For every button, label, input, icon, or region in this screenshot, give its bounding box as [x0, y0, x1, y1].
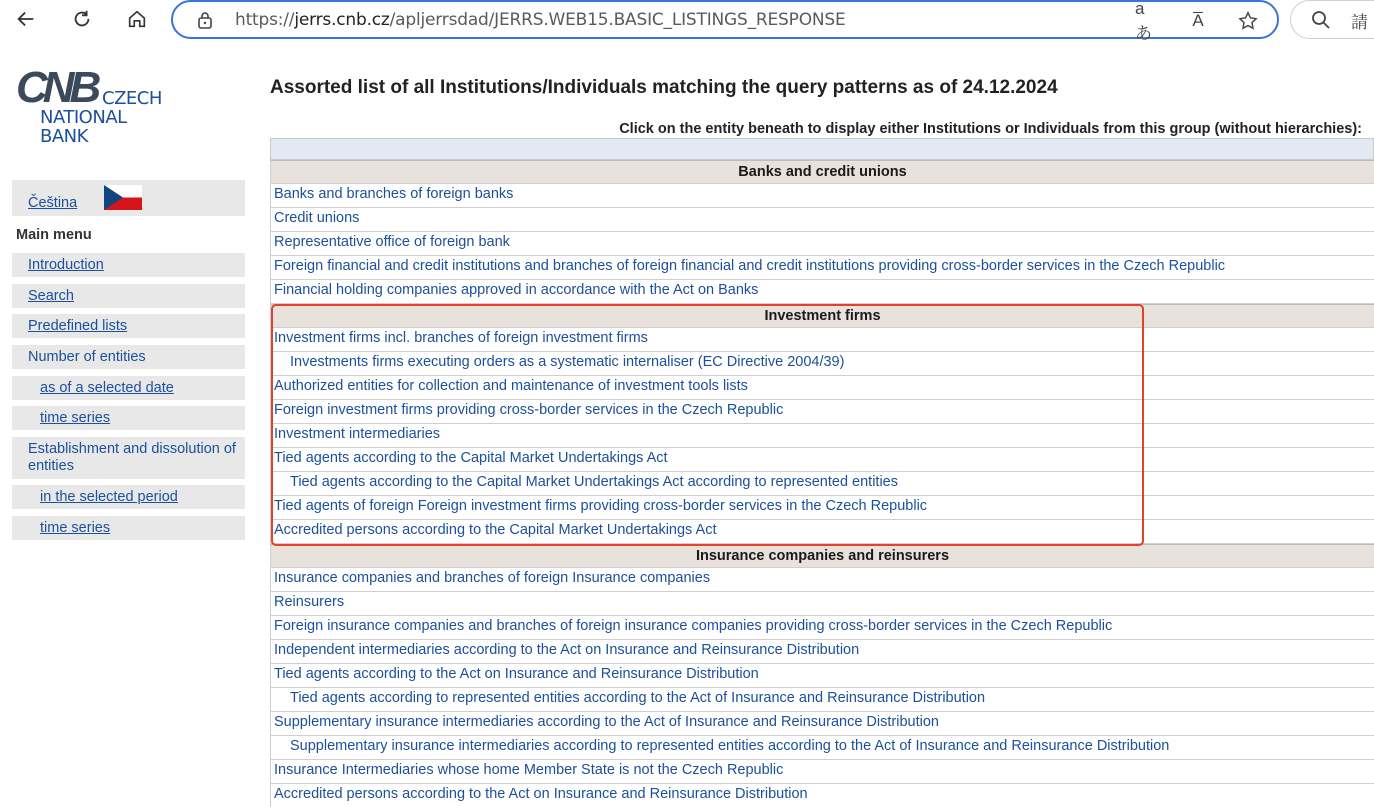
back-icon[interactable]: [10, 4, 42, 34]
url-path: /apljerrsdad/JERRS.WEB15.BASIC_LISTINGS_RESPONSE: [389, 10, 846, 30]
entity-link[interactable]: Investment intermediaries: [274, 426, 441, 442]
sidebar-item-label[interactable]: in the selected period: [40, 489, 178, 505]
translate-icon[interactable]: aあ: [1135, 0, 1152, 43]
logo-mark: CNB: [16, 63, 97, 112]
entity-link[interactable]: Foreign insurance companies and branches of foreign insurance companies providing cross-border services in the Czech Republic: [274, 618, 1113, 634]
table-header-bar: [270, 138, 1374, 160]
table-row[interactable]: [270, 520, 1374, 544]
table-row[interactable]: [270, 448, 1374, 472]
sidebar-item-label: Establishment and dissolution of entities: [28, 441, 236, 474]
cnb-logo[interactable]: [16, 63, 166, 148]
sidebar-item-time-series[interactable]: [12, 406, 245, 430]
search-pill[interactable]: [1290, 0, 1374, 39]
table-row[interactable]: [270, 424, 1374, 448]
table-row[interactable]: [270, 472, 1374, 496]
entity-link[interactable]: Foreign investment firms providing cross-border services in the Czech Republic: [274, 402, 784, 418]
logo-line-3: BANK: [40, 126, 88, 147]
entity-link[interactable]: Authorized entities for collection and maintenance of investment tools lists: [274, 378, 748, 394]
favorite-star-icon[interactable]: [1235, 9, 1261, 33]
address-bar[interactable]: [171, 0, 1279, 43]
sidebar-item-selected-period[interactable]: [12, 485, 245, 509]
table-row[interactable]: [270, 712, 1374, 736]
sidebar-item-number-of-entities: [12, 345, 245, 369]
table-row[interactable]: [270, 760, 1374, 784]
table-row[interactable]: [270, 328, 1374, 352]
entity-link[interactable]: Accredited persons according to the Act on Insurance and Reinsurance Distribution: [274, 786, 808, 802]
entity-link[interactable]: Tied agents according to represented entities according to the Act of Insurance and Reinsurance Distribution: [290, 690, 986, 706]
table-row[interactable]: [270, 640, 1374, 664]
section-heading: Banks and credit unions: [270, 160, 1374, 184]
search-icon: [1311, 10, 1331, 30]
entity-link[interactable]: Financial holding companies approved in accordance with the Act on Banks: [274, 282, 759, 298]
entity-link[interactable]: Investment firms incl. branches of foreign investment firms: [274, 330, 648, 346]
entity-link[interactable]: Supplementary insurance intermediaries according to the Act of Insurance and Reinsurance Distribution: [274, 714, 939, 730]
entity-link[interactable]: Accredited persons according to the Capital Market Undertakings Act: [274, 522, 717, 538]
entity-table: [270, 138, 1374, 807]
table-row[interactable]: [270, 568, 1374, 592]
sidebar-item-label[interactable]: Predefined lists: [28, 318, 128, 334]
sidebar-item-establishment: [12, 437, 245, 479]
table-row[interactable]: [270, 280, 1374, 304]
table-row[interactable]: [270, 592, 1374, 616]
table-row[interactable]: [270, 736, 1374, 760]
logo-line-1: CZECH: [102, 88, 162, 109]
entity-link[interactable]: Insurance Intermediaries whose home Member State is not the Czech Republic: [274, 762, 784, 778]
table-row[interactable]: [270, 496, 1374, 520]
entity-link[interactable]: Tied agents according to the Capital Market Undertakings Act according to represented entities: [290, 474, 898, 490]
entity-link[interactable]: Reinsurers: [274, 594, 345, 610]
table-row[interactable]: [270, 376, 1374, 400]
sidebar-item-label: Number of entities: [28, 349, 146, 365]
entity-link[interactable]: Representative office of foreign bank: [274, 234, 510, 250]
instruction-text: Click on the entity beneath to display either Institutions or Individuals from this group (without hierarchies):: [619, 121, 1362, 137]
sidebar-item-as-of-date[interactable]: [12, 376, 245, 400]
refresh-icon[interactable]: [66, 4, 98, 34]
sidebar-item-search[interactable]: [12, 284, 245, 308]
sidebar-item-label[interactable]: Introduction: [28, 257, 104, 273]
entity-link[interactable]: Investments firms executing orders as a systematic internaliser (EC Directive 2004/39): [290, 354, 845, 370]
table-row[interactable]: [270, 784, 1374, 807]
sidebar-item-time-series-2[interactable]: [12, 516, 245, 540]
sidebar-item-introduction[interactable]: [12, 253, 245, 277]
section-heading: Insurance companies and reinsurers: [270, 544, 1374, 568]
page-title: Assorted list of all Institutions/Individuals matching the query patterns as of 24.12.2024: [270, 77, 1058, 98]
table-row[interactable]: [270, 688, 1374, 712]
table-row[interactable]: [270, 664, 1374, 688]
sidebar-item-label[interactable]: time series: [40, 520, 111, 536]
sidebar-item-label[interactable]: as of a selected date: [40, 380, 174, 396]
url-host: jerrs.cnb.cz: [294, 10, 390, 30]
table-row[interactable]: [270, 400, 1374, 424]
entity-link[interactable]: Tied agents according to the Capital Market Undertakings Act: [274, 450, 668, 466]
table-row[interactable]: [270, 616, 1374, 640]
language-link[interactable]: Čeština: [28, 195, 78, 211]
czech-flag-icon[interactable]: [104, 185, 142, 210]
search-pill-text: 請: [1351, 13, 1368, 32]
url-scheme: https://: [235, 10, 295, 30]
url-text[interactable]: [235, 10, 846, 30]
table-row[interactable]: [270, 232, 1374, 256]
entity-link[interactable]: Banks and branches of foreign banks: [274, 186, 514, 202]
table-row[interactable]: [270, 256, 1374, 280]
sidebar-item-label[interactable]: time series: [40, 410, 111, 426]
entity-link[interactable]: Foreign financial and credit institutions and branches of foreign financial and credit institutions providing cross-border services in the Czech Republic: [274, 258, 1226, 274]
table-row[interactable]: [270, 184, 1374, 208]
sidebar-item-label[interactable]: Search: [28, 288, 74, 304]
sidebar-item-predefined-lists[interactable]: [12, 314, 245, 338]
entity-link[interactable]: Supplementary insurance intermediaries according to represented entities according to the Act of Insurance and Reinsurance Distribution: [290, 738, 1170, 754]
entity-link[interactable]: Credit unions: [274, 210, 360, 226]
home-icon[interactable]: [121, 4, 153, 34]
table-row[interactable]: [270, 352, 1374, 376]
entity-link[interactable]: Tied agents according to the Act on Insurance and Reinsurance Distribution: [274, 666, 759, 682]
entity-link[interactable]: Insurance companies and branches of foreign Insurance companies: [274, 570, 711, 586]
table-row[interactable]: [270, 208, 1374, 232]
section-heading: Investment firms: [270, 304, 1374, 328]
entity-link[interactable]: Tied agents of foreign Foreign investment firms providing cross-border services in the Czech Republic: [274, 498, 928, 514]
logo-line-2: NATIONAL: [40, 107, 127, 128]
browser-toolbar: [0, 0, 1374, 43]
read-aloud-icon[interactable]: A̅: [1192, 11, 1204, 30]
main-menu-title: Main menu: [16, 227, 92, 243]
entity-link[interactable]: Independent intermediaries according to the Act on Insurance and Reinsurance Distribution: [274, 642, 860, 658]
lock-icon[interactable]: [195, 10, 215, 30]
